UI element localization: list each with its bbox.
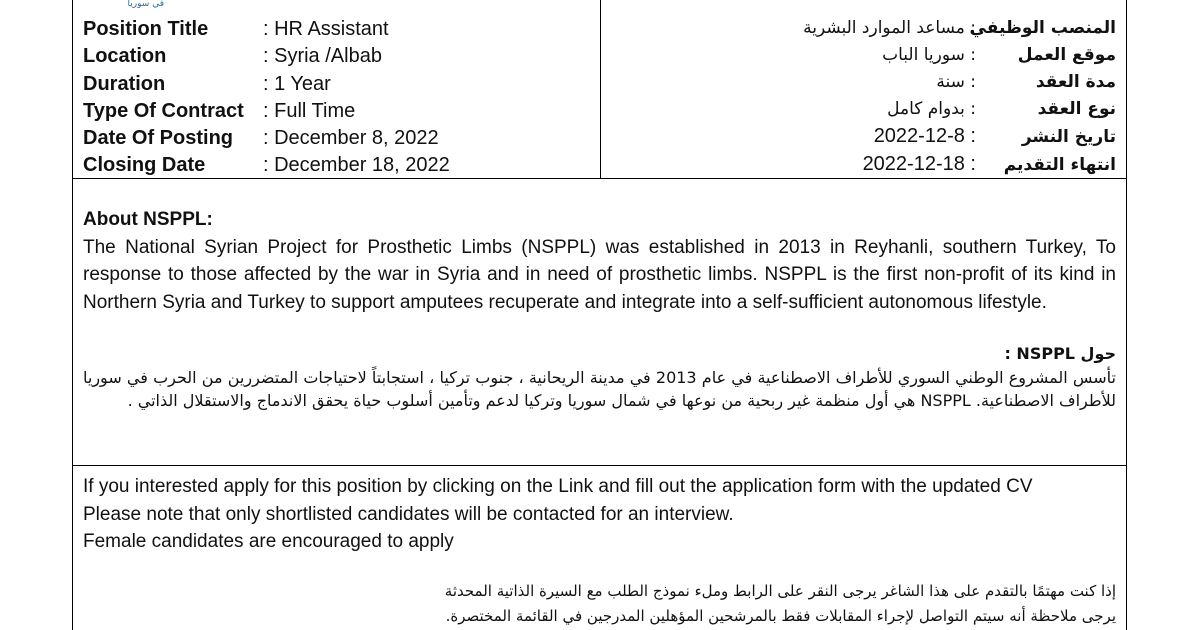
- header-divider: [600, 0, 601, 179]
- info-row-ar-duration: [610, 69, 1116, 96]
- about-heading: About NSPPL:: [83, 209, 213, 230]
- info-label: Location: [83, 45, 167, 68]
- info-value-ar: : سنة: [936, 72, 976, 92]
- info-value-ar: : 2022-12-8: [873, 125, 976, 147]
- info-label-ar: مدة العقد: [1035, 72, 1116, 92]
- about-bottom-rule: [72, 465, 1127, 466]
- apply-section: [83, 473, 1123, 556]
- info-row-duration: [83, 71, 598, 98]
- info-label-ar: نوع العقد: [1037, 99, 1116, 119]
- about-heading-arabic: حول NSPPL :: [1004, 344, 1116, 363]
- apply-line: Please note that only shortlisted candidates will be contacted for an interview.: [83, 503, 734, 525]
- info-row-posting-date: [83, 125, 598, 152]
- info-label-ar: المنصب الوظيفي: [969, 18, 1116, 38]
- info-value: : December 8, 2022: [263, 127, 439, 150]
- info-value-ar: : مساعد الموارد البشرية: [803, 18, 976, 38]
- info-row-ar-position-title: [610, 15, 1116, 42]
- table-border-left: [72, 0, 73, 630]
- info-label-ar: انتهاء التقديم: [1003, 155, 1116, 175]
- apply-line-arabic: إذا كنت مهتمًا بالتقدم على هذا الشاغر يرجى النقر على الرابط وملء نموذج الطلب مع السيرة الذاتية المحدثة: [444, 582, 1116, 600]
- apply-line: Female candidates are encouraged to apply: [83, 531, 454, 552]
- info-row-position-title: [83, 16, 598, 43]
- info-value: : 1 Year: [263, 72, 331, 95]
- about-body-arabic: تأسس المشروع الوطني السوري للأطراف الاصطناعية في عام 2013 في مدينة الريحانية ، جنوب تركيا ، استجابتاً لاحتياجات المتضررين من الحرب في سوريا للأطراف الاصطناعية. NSPPL هي أول منظمة غير ربحية من نوعها في شمال سوريا وتركيا لدعم وتأمين أسلوب حياة يحقق الاندماج والاستقلال الذاتي .: [83, 367, 1117, 410]
- info-label: Position Title: [83, 18, 209, 40]
- info-value: : Syria /Albab: [263, 45, 382, 68]
- info-label: Duration: [83, 72, 166, 95]
- logo-fragment: في سوريا: [127, 0, 164, 8]
- about-body: The National Syrian Project for Prosthetic Limbs (NSPPL) was established in 2013 in Reyhanli, southern Turkey, To response to those affected by the war in Syria and in need of prosthetic limbs. NSPPL is the first non-profit of its kind in Northern Syria and Turkey to support amputees recuperate and integrate into a self-sufficient autonomous lifestyle.: [83, 236, 1116, 313]
- info-row-contract-type: [83, 98, 598, 125]
- info-row-ar-location: [610, 42, 1116, 69]
- table-border-right: [1126, 0, 1127, 630]
- info-value: : December 18, 2022: [263, 154, 450, 177]
- info-value-ar: : 2022-12-18: [862, 153, 976, 175]
- info-row-ar-posting-date: [610, 123, 1116, 151]
- about-section-arabic: [83, 342, 1116, 413]
- info-row-closing-date: [83, 152, 598, 179]
- apply-line-arabic: يرجى ملاحظة أنه سيتم التواصل لإجراء المقابلات فقط بالمرشحين المؤهلين المدرجين في القائمة المختصرة.: [445, 607, 1116, 625]
- info-label-ar: تاريخ النشر: [1021, 127, 1116, 147]
- info-value-ar: : سوريا الباب: [882, 45, 976, 65]
- info-value: : HR Assistant: [263, 18, 389, 40]
- info-label: Type Of Contract: [83, 99, 244, 122]
- info-row-location: [83, 43, 598, 70]
- apply-section-arabic: [83, 579, 1116, 629]
- info-value-ar: : بدوام كامل: [887, 99, 976, 119]
- apply-line: If you interested apply for this position by clicking on the Link and fill out the application form with the updated CV: [83, 476, 1033, 497]
- info-label: Date Of Posting: [83, 127, 234, 150]
- info-row-ar-contract-type: [610, 96, 1116, 123]
- info-row-ar-closing-date: [610, 151, 1116, 179]
- info-label: Closing Date: [83, 154, 206, 177]
- position-info-english: [83, 16, 598, 180]
- info-value: : Full Time: [263, 99, 356, 122]
- position-info-arabic: [610, 15, 1116, 179]
- about-section: [83, 206, 1116, 316]
- info-label-ar: موقع العمل: [1017, 45, 1116, 65]
